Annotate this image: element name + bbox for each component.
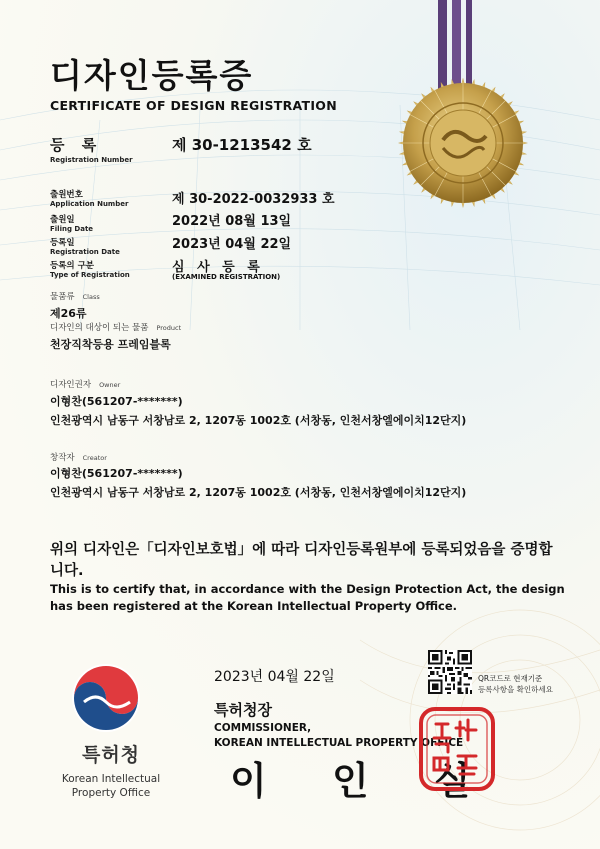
- class-label-en: Class: [82, 293, 100, 301]
- page-subtitle: CERTIFICATE OF DESIGN REGISTRATION: [50, 98, 337, 113]
- owner-address: 인천광역시 남동구 서창남로 2, 1207동 1002호 (서창동, 인천서창엘에이치12단지): [50, 414, 467, 427]
- product-label-ko: 디자인의 대상이 되는 물품: [50, 323, 149, 333]
- type-label: 등록의 구분: [50, 261, 95, 271]
- qr-instruction-line1: QR코드로 현재기준: [478, 674, 543, 683]
- owner-label: [50, 378, 120, 390]
- commissioner-title-en: COMMISSIONER,: [214, 722, 312, 734]
- filing-label: 출원일: [50, 215, 75, 225]
- owner-name: 이형찬(561207-*******): [50, 395, 183, 408]
- kipo-name-en-line1: Korean Intellectual: [61, 773, 161, 785]
- type-label-en: Type of Registration: [50, 271, 130, 279]
- owner-label-en: Owner: [99, 381, 121, 389]
- kipo-name-en-line2: Property Office: [71, 787, 151, 799]
- kipo-name-en: [46, 772, 176, 800]
- official-stamp-icon: [418, 706, 496, 792]
- certification-statement-ko: 위의 디자인은「디자인보호법」에 따라 디자인등록원부에 등록되었음을 증명합니다.: [50, 542, 553, 579]
- creator-name: 이형찬(561207-*******): [50, 467, 183, 480]
- commissioner-office-en: KOREAN INTELLECTUAL PROPERTY OFFICE: [214, 737, 464, 749]
- application-label: 출원번호: [50, 190, 83, 200]
- registration-label-en: Registration Number: [50, 156, 133, 164]
- kipo-name-ko: 특허청: [81, 744, 141, 766]
- commissioner-title-ko: 특허청장: [214, 701, 272, 719]
- class-label: [50, 290, 100, 302]
- creator-label: [50, 451, 107, 463]
- qr-code-icon[interactable]: [428, 650, 472, 694]
- registration-label: 등 록: [50, 136, 103, 154]
- class-value: 제26류: [50, 307, 87, 320]
- product-value: 천장직착등용 프레임블록: [50, 338, 171, 351]
- creator-label-ko: 창작자: [50, 453, 75, 463]
- application-label-en: Application Number: [50, 200, 129, 208]
- creator-address: 인천광역시 남동구 서창남로 2, 1207동 1002호 (서창동, 인천서창엘에이치12단지): [50, 486, 467, 499]
- type-value: 심 사 등 록: [172, 260, 264, 275]
- kipo-logo-icon: [70, 662, 142, 734]
- qr-instruction: [478, 673, 553, 695]
- certification-statement-en: This is to certify that, in accordance with the Design Protection Act, the design has been registered at the Korean Intellectual Property Office.: [50, 582, 565, 613]
- registration-date-label-en: Registration Date: [50, 248, 120, 256]
- creator-label-en: Creator: [82, 454, 107, 462]
- page-title: 디자인등록증: [50, 56, 254, 95]
- registration-date-label: 등록일: [50, 238, 75, 248]
- class-label-ko: 물품류: [50, 292, 75, 302]
- registration-date: 2023년 04월 22일: [172, 237, 292, 252]
- product-label-en: Product: [156, 324, 182, 332]
- filing-label-en: Filing Date: [50, 225, 94, 233]
- owner-label-ko: 디자인권자: [50, 380, 92, 390]
- qr-instruction-line2: 등록사항을 확인하세요: [478, 685, 553, 694]
- filing-date: 2022년 08월 13일: [172, 214, 292, 229]
- commissioner-signature: 이 인 실: [230, 758, 497, 803]
- registration-number: 제 30-1213542 호: [172, 136, 312, 154]
- type-value-en: (EXAMINED REGISTRATION): [172, 273, 281, 281]
- gold-seal-icon: [398, 78, 528, 208]
- issue-date: 2023년 04월 22일: [214, 669, 335, 685]
- application-number: 제 30-2022-0032933 호: [172, 192, 335, 207]
- product-label: [50, 321, 181, 333]
